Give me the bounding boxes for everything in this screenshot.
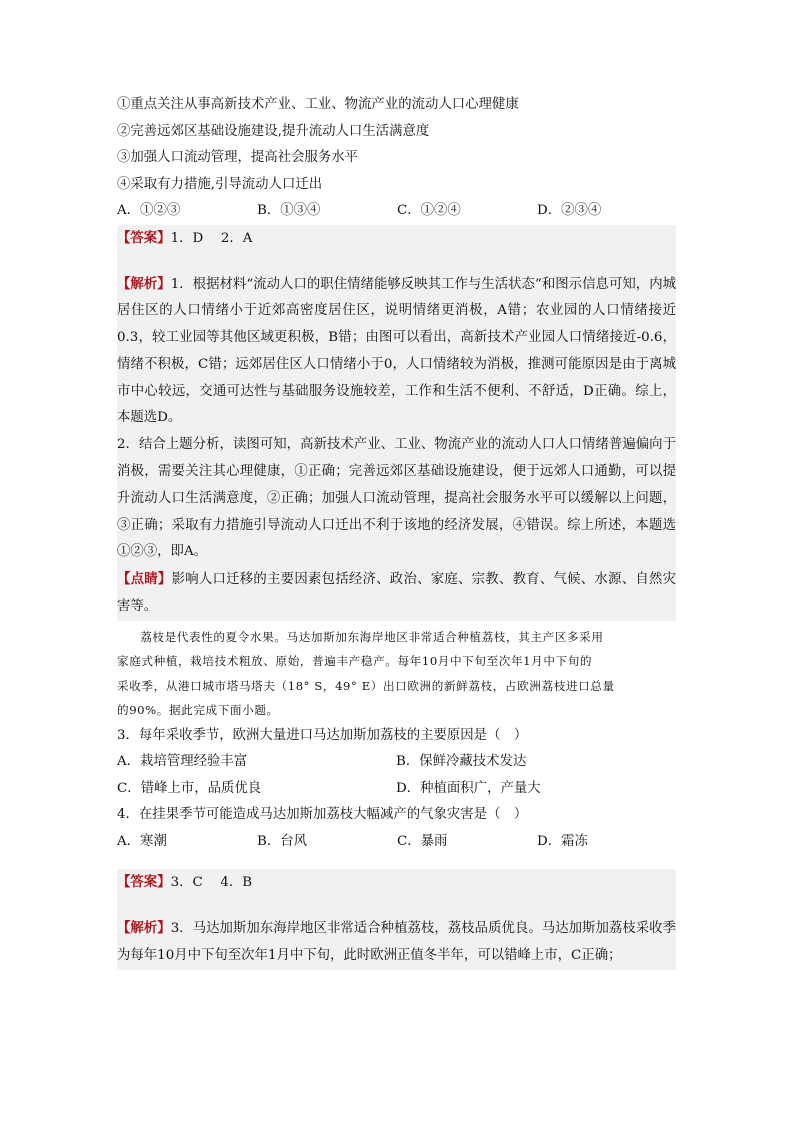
previous-question-items bbox=[117, 92, 676, 198]
option-c: C．①②④ bbox=[397, 203, 461, 218]
passage-line-2: 家庭式种植，栽培技术粗放、原始，普遍丰产稳产。每年10月中下旬至次年1月中下旬的 bbox=[117, 654, 593, 669]
analysis-3-4 bbox=[117, 915, 676, 970]
q4-option-a: A．寒潮 bbox=[117, 833, 167, 849]
previous-question-options bbox=[117, 198, 676, 225]
tip-text: 影响人口迁移的主要因素包括经济、政治、家庭、宗教、教育、气候、水源、自然灾害等。 bbox=[117, 572, 676, 615]
answer-tag: 【答案】 bbox=[117, 229, 171, 246]
analysis-tag: 【解析】 bbox=[117, 275, 171, 292]
q3-option-c: C．错峰上市，品质优良 bbox=[117, 780, 262, 796]
q4-option-c: C．暴雨 bbox=[397, 833, 448, 849]
tip-tag: 【点睛】 bbox=[117, 571, 172, 588]
analysis-q1: 1．根据材料“流动人口的职住情绪能够反映其工作与生活状态”和图示信息可知，内城居住区的人口情绪小于近郊高密度居住区，说明情绪更消极，A错；农业园的人口情绪接近0.3，较工业园等其他区域更积极，B错；由图可以看出，高新技术产业园人口情绪接近-0.6，情绪不积极，C错；远郊居住区人口情绪小于0，人口情绪较为消极，推测可能原因是由于离城市中心较远，交通可达性与基础服务设施较差，工作和生活不便利、不舒适，D正确。综上，本题选D。 bbox=[117, 276, 677, 426]
answer-text-2: 3．C 4．B bbox=[170, 875, 253, 891]
analysis-tag-2: 【解析】 bbox=[117, 920, 171, 937]
option-d: D．②③④ bbox=[537, 203, 602, 218]
analysis-q3: 3．马达加斯加东海岸地区非常适合种植荔枝，荔枝品质优良。马达加斯加荔枝采收季为每年10月中下旬至次年1月中下旬，此时欧洲正值冬半年，可以错峰上市，C正确； bbox=[117, 921, 676, 964]
statement-2: ②完善远郊区基础设施建设,提升流动人口生活满意度 bbox=[117, 123, 430, 139]
lychee-passage bbox=[117, 625, 676, 723]
passage-line-3: 采收季，从港口城市塔马塔夫（18° S，49° E）出口欧洲的新鲜荔枝，占欧洲荔枝进口总量 bbox=[117, 678, 615, 693]
question-4-options bbox=[117, 829, 676, 856]
statement-1: ①重点关注从事高新技术产业、工业、物流产业的流动人口心理健康 bbox=[117, 97, 519, 112]
option-a: A．①②③ bbox=[117, 203, 181, 218]
answer-3-4-block bbox=[117, 869, 676, 970]
statement-4: ④采取有力措施,引导流动人口迁出 bbox=[117, 176, 323, 192]
answer-text: 1．D 2．A bbox=[170, 230, 253, 246]
answer-tag-2: 【答案】 bbox=[117, 874, 171, 891]
q3-option-d: D．种植面积广，产量大 bbox=[396, 780, 541, 796]
question-3-options-row1 bbox=[117, 749, 676, 776]
q3-option-a: A．栽培管理经验丰富 bbox=[117, 754, 248, 770]
statement-3: ③加强人口流动管理，提高社会服务水平 bbox=[117, 150, 359, 165]
question-4-stem: 4．在挂果季节可能造成马达加斯加荔枝大幅减产的气象灾害是（ ） bbox=[117, 807, 528, 823]
analysis-1-2 bbox=[117, 271, 676, 621]
q4-option-d: D．霜冻 bbox=[537, 833, 588, 849]
question-3-stem: 3．每年采收季节，欧洲大量进口马达加斯加荔枝的主要原因是（ ） bbox=[117, 727, 528, 743]
q3-option-b: B．保鲜冷藏技术发达 bbox=[396, 754, 527, 770]
passage-line-4: 的90%。据此完成下面小题。 bbox=[117, 703, 279, 718]
option-b: B．①③④ bbox=[257, 203, 321, 218]
analysis-q2: 2．结合上题分析，读图可知，高新技术产业、工业、物流产业的流动人口人口情绪普遍偏向于消极，需要关注其心理健康，①正确；完善远郊区基础设施建设，便于远郊人口通勤，可以提升流动人口生活满意度，②正确；加强人口流动管理，提高社会服务水平可以缓解以上问题，③正确；采取有力措施引导流动人口迁出不利于该地的经济发展，④错误。综上所述，本题选①②③，即A。 bbox=[117, 437, 676, 560]
answer-1-2-block bbox=[117, 225, 676, 621]
q4-option-b: B．台风 bbox=[257, 833, 308, 849]
question-3-options-row2 bbox=[117, 776, 676, 803]
document-page bbox=[117, 92, 676, 970]
passage-line-1: 荔枝是代表性的夏令水果。马达加斯加东海岸地区非常适合种植荔枝，其主产区多采用 bbox=[140, 629, 604, 644]
